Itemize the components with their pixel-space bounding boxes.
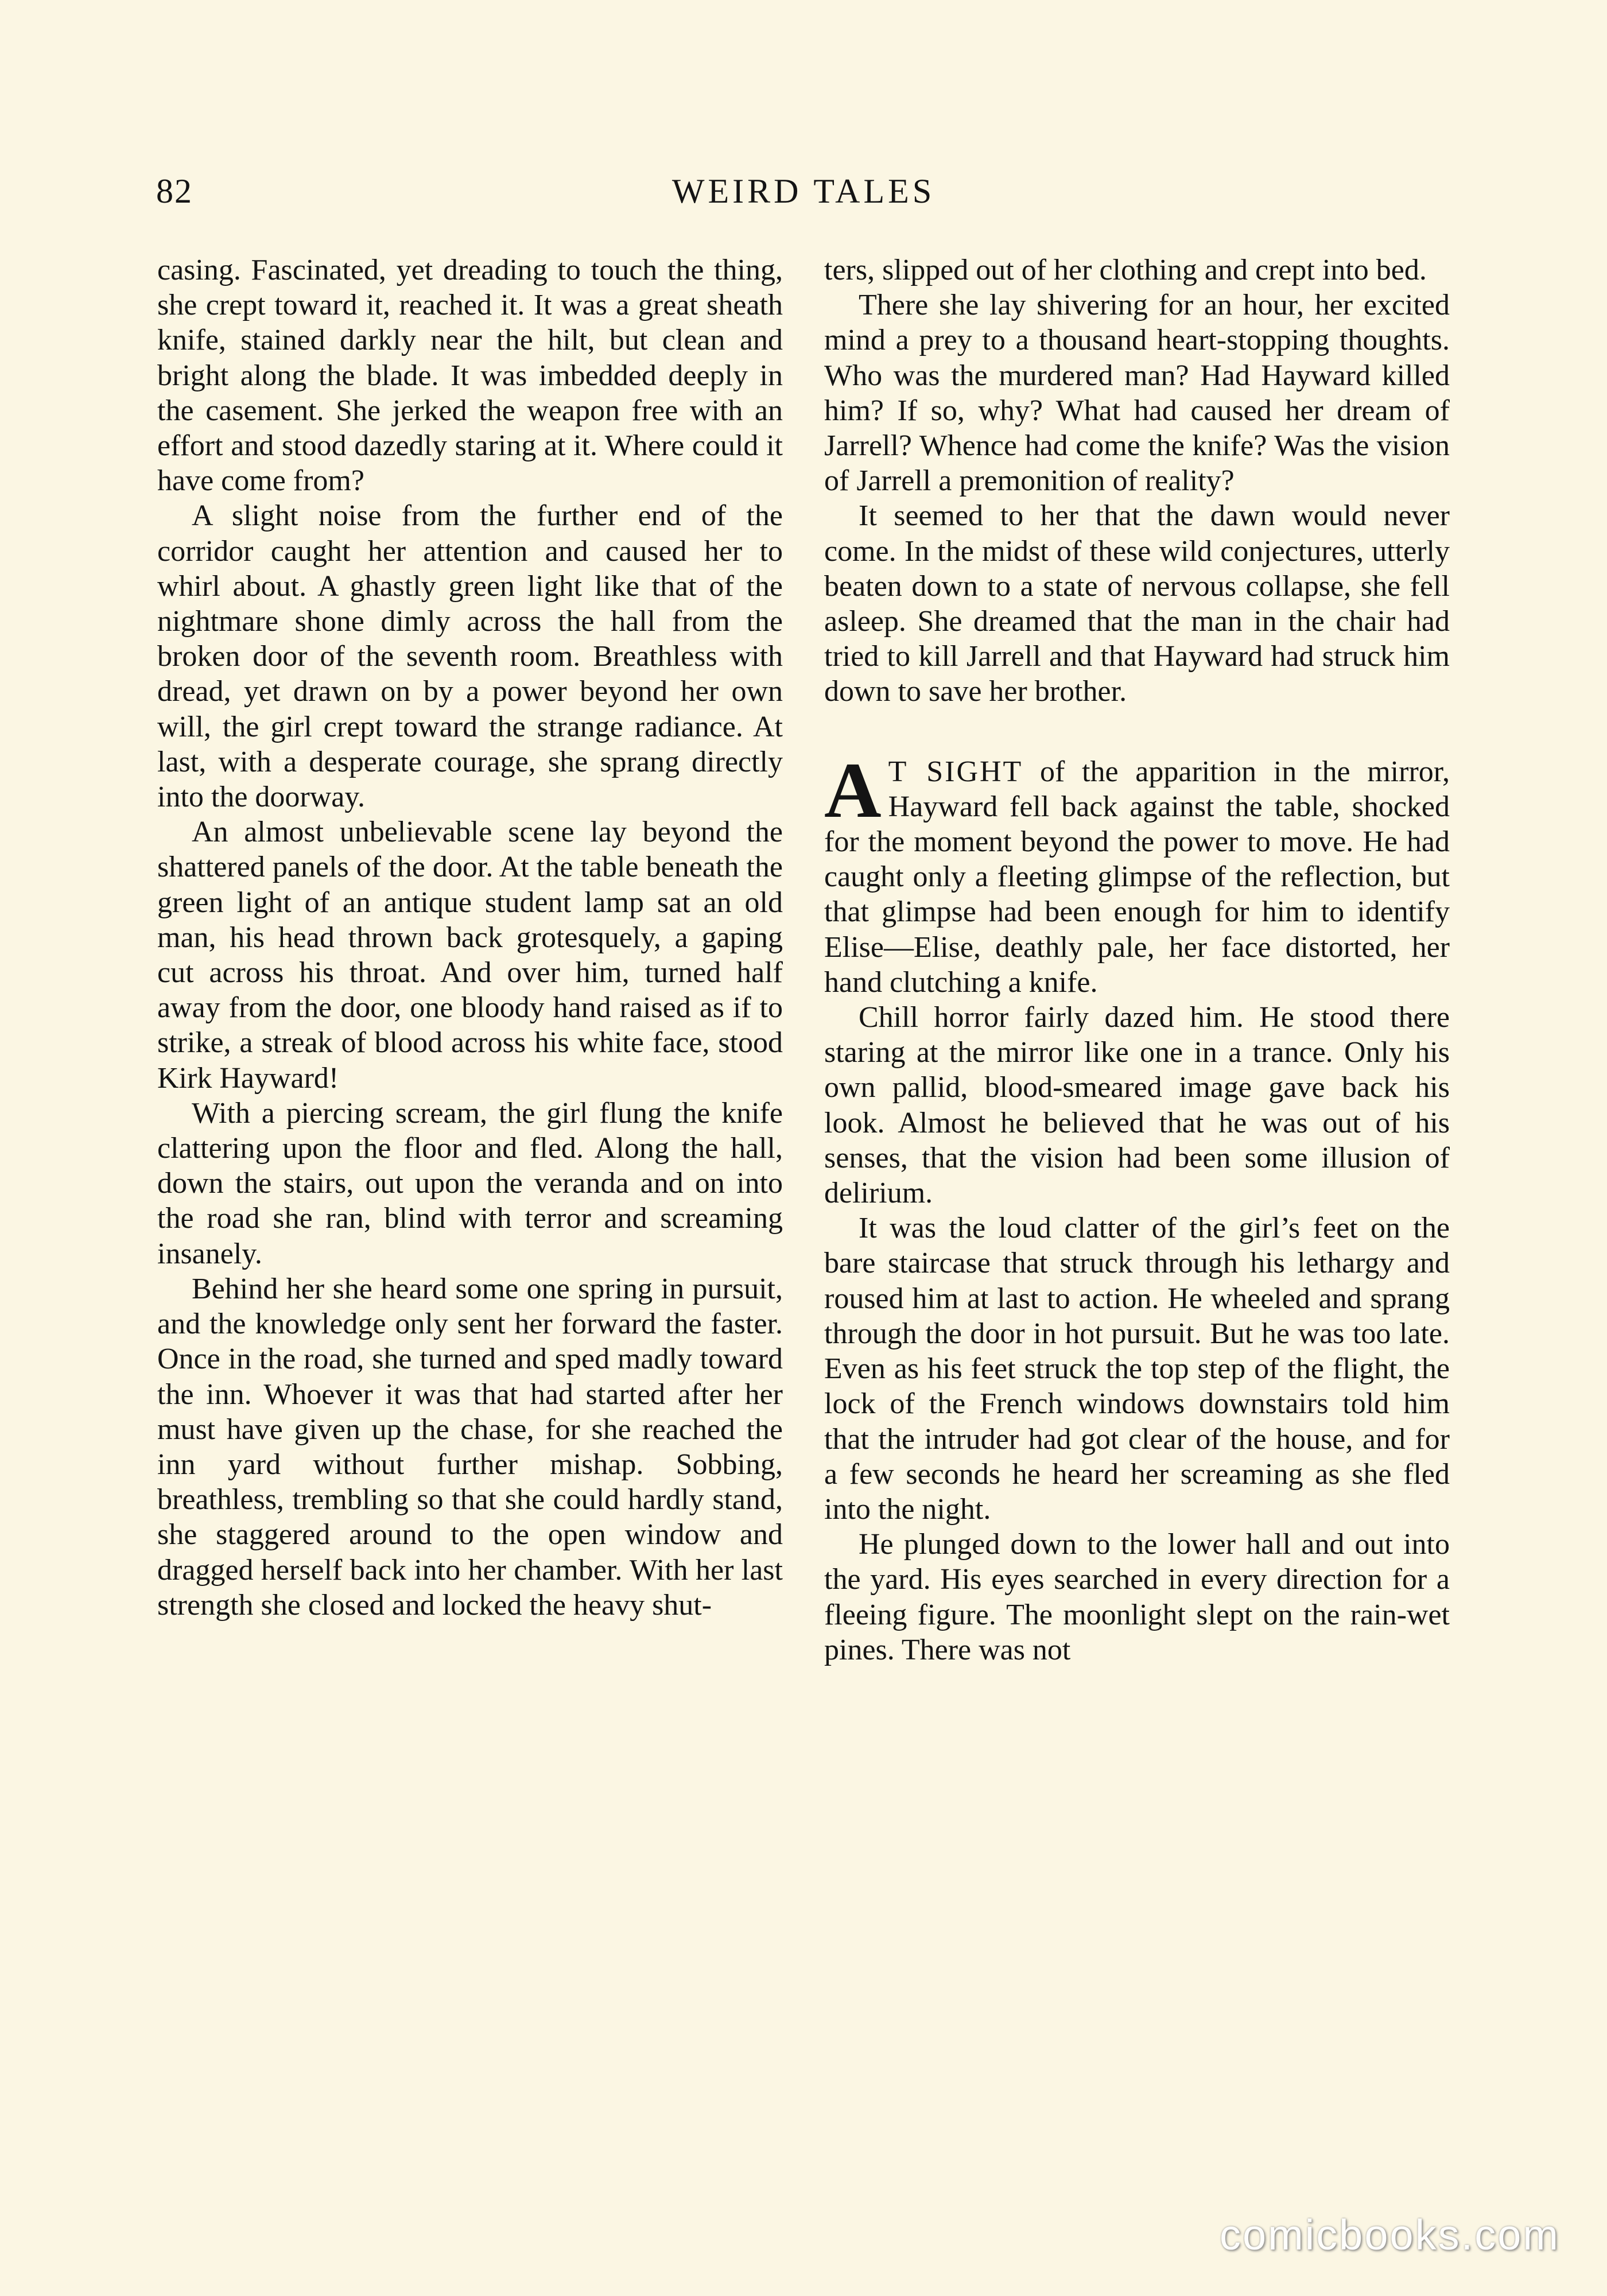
small-caps-lead: T SIGHT (888, 755, 1023, 788)
journal-title: WEIRD TALES (671, 172, 936, 210)
page-number: 82 (156, 172, 193, 210)
paragraph: An almost unbelievable scene lay beyond the shattered panels of the door. At the table beneath the green light of an antique student lamp sat an old man, his head thrown back grotesquely, a gaping cut across his throat. And over him, turned half away from the door, one bloody hand raised as if to strike, a streak of blood across his white face, stood Kirk Hayward! (157, 816, 783, 1095)
paragraph: It was the loud clatter of the girl’s feet on the bare staircase that struck through his lethargy and roused him at last to action. He wheeled and sprang through the door in hot pursuit. But he was too late. Even as his feet struck the top step of the flight, the lock of the French windows downstairs told him that the intruder had got clear of the house, and for a few seconds he heard her screaming as she fled into the night. (824, 1212, 1450, 1526)
paragraph: Behind her she heard some one spring in pursuit, and the knowledge only sent her forward the faster. Once in the road, she turned and sped madly toward the inn. Whoever it was that had started after her must have given up the chase, for she reached the inn yard without further mishap. Sobbing, breathless, trembling so that she could hardly stand, she staggered around to the open window and dragged herself back into her chamber. With her last strength she closed and locked the heavy shut- (157, 1272, 783, 1622)
paragraph: ters, slipped out of her clothing and crept into bed. (824, 254, 1427, 286)
paragraph: He plunged down to the lower hall and out into the yard. His eyes searched in every direction for a fleeing figure. The moonlight slept on the rain-wet pines. There was not (824, 1528, 1450, 1666)
right-column (824, 253, 1450, 2135)
running-head (0, 165, 1607, 217)
section-opening-text: of the apparition in the mirror, Hayward fell back against the table, shocked for the moment beyond the power to move. He had caught only a fleeting glimpse of the reflection, but that glimpse had been enough for him to identify Elise—Elise, deathly pale, her face distorted, her hand clutching a knife. (824, 755, 1450, 999)
drop-cap: A (824, 746, 882, 834)
paragraph: There she lay shivering for an hour, her excited mind a prey to a thousand heart-stopping thoughts. Who was the murdered man? Had Hayward killed him? If so, why? What had caused her dream of Jarrell? Whence had come the knife? Was the vision of Jarrell a premonition of reality? (824, 289, 1450, 498)
paragraph: With a piercing scream, the girl flung the knife clattering upon the floor and fled. Along the hall, down the stairs, out upon the veranda and on into the road she ran, blind with terror and screaming insanely. (157, 1096, 783, 1270)
section-opening-paragraph (824, 746, 1450, 1000)
paragraph: A slight noise from the further end of the corridor caught her attention and caused her to whirl about. A ghastly green light like that of the nightmare shone dimly across the hall from the broken door of the seventh room. Breathless with dread, yet drawn on by a power beyond her own will, the girl crept toward the strange radiance. At last, with a desperate courage, she sprang directly into the doorway. (157, 499, 783, 814)
watermark-text: comicbooks.com (1219, 2211, 1560, 2259)
paragraph: casing. Fascinated, yet dreading to touch the thing, she crept toward it, reached it. It was a great sheath knife, stained darkly near the hilt, but clean and bright along the blade. It was imbedded deeply in the casement. She jerked the weapon free with an effort and stood dazedly staring at it. Where could it have come from? (157, 254, 783, 498)
left-column (157, 253, 783, 2135)
paragraph: Chill horror fairly dazed him. He stood there staring at the mirror like one in a trance. Only his own pallid, blood-smeared image gave back his look. Almost he believed that he was out of his senses, that the vision had been some illusion of delirium. (824, 1001, 1450, 1210)
paragraph: It seemed to her that the dawn would never come. In the midst of these wild conjectures, utterly beaten down to a state of nervous collapse, she fell asleep. She dreamed that the man in the chair had tried to kill Jarrell and that Hayward had struck him down to save her brother. (824, 499, 1450, 708)
